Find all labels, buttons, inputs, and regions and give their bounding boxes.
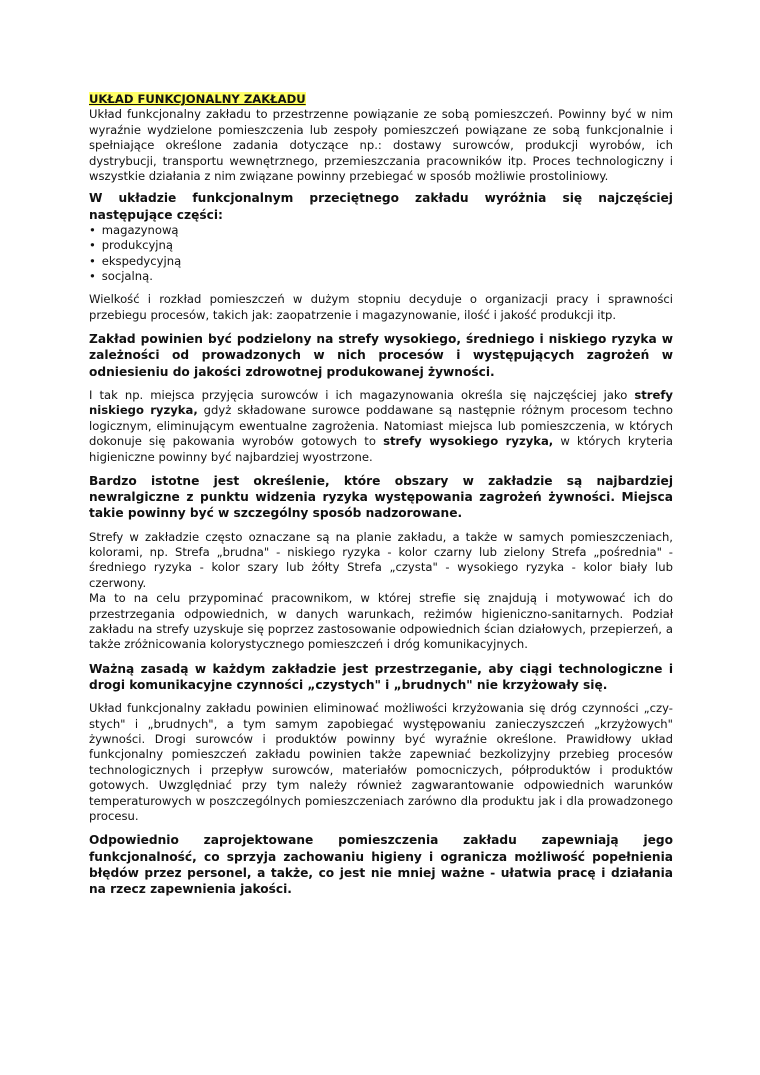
intro-paragraph: Układ funkcjonalny zakładu to przestrzenne powiązanie ze sobą pomieszczeń. Powinny być w nim wyraźnie wydzielone pomieszczenia lub zespoły pomieszczeń powiązane ze sobą funkcjonalnie i spełniające określone zadania dotyczące np.: dostawy surowców, produkcji wyrobów, ich dystrybucji, transportu wewnętrznego, przemieszczania pracowników itp. Proces technologiczny i wszystkie działania z nim związane powinny przebiegać w sposób możliwie prostoliniowy. — [89, 107, 673, 184]
crossing-rule-heading: Ważną zasadą w każdym zakładzie jest przestrzeganie, aby ciągi technologiczne i drogi komunikacyjne czynności „czystych" i „brudnych" nie krzyżowały się. — [89, 661, 673, 692]
closing-heading: Odpowiednio zaprojektowane pomieszczenia zakładu zapewniają jego funkcjonalność, co sprzyja zachowaniu higieny i ogranicza możliwość popełnienia błędów przez personel, a także, co jest nie mniej ważne - ułatwia pracę i działania na rzecz zapewnienia jakości. — [89, 833, 673, 897]
list-item: • produkcyjną — [89, 238, 173, 253]
parts-list — [89, 223, 673, 285]
bullet-icon: • — [89, 269, 96, 284]
title-line — [89, 92, 673, 107]
list-item: • magazynową — [89, 222, 179, 237]
high-risk-term: strefy wysokiego ryzyka, — [383, 434, 554, 449]
zone-colors-paragraph: Strefy w zakładzie często oznaczane są na planie zakładu, a także w samych pomieszczeniach, kolorami, np. Strefa „brudna" - niskiego ryzyka - kolor czarny lub zielony Strefa „pośrednia" - średniego ryzyka - kolor szary lub żółty Strefa „czysta" - wysokiego ryzyka - kolor biały lub czerwony. — [89, 529, 673, 590]
low-risk-term: strefy niskiego ryzyka, — [89, 387, 673, 418]
zones-paragraph: I tak np. miejsca przyjęcia surowców i ich magazynowania określa się najczęściej jako strefy niskiego ryzyka, gdyż składowane surowce poddawane są następnie różnym procesom techno logicznym, eliminującym ewentualne zagrożenia. Natomiast miejsca lub pomieszczenia, w których dokonuje się pakowania wyrobów gotowych to strefy wysokiego ryzyka, w których kryteria higieniczne powinny być najbardziej wyostrzone. — [89, 387, 673, 464]
list-item: • ekspedycyjną — [89, 253, 182, 268]
bullet-icon: • — [89, 238, 96, 253]
document-page — [89, 92, 673, 897]
document-title: UKŁAD FUNKCJONALNY ZAKŁADU — [89, 92, 306, 106]
parts-heading: W układzie funkcjonalnym przeciętnego zakładu wyróżnia się najczęściej następujące części: — [89, 191, 673, 222]
crossing-paragraph: Układ funkcjonalny zakładu powinien eliminować możliwości krzyżowania się dróg czynności „czy-stych" i „brudnych", a tym samym zapobiegać występowaniu zanieczyszczeń „krzyżowych" żywności. Drogi surowców i produktów powinny być wyraźnie określone. Prawidłowy układ funkcjonalny pomieszczeń zakładu powinien także zapewniać bezkolizyjny przebieg procesów technologicznych i przepływ surowców, materiałów pomocniczych, półproduktów i produktów gotowych. Uwzględniać przy tym należy również zagwarantowanie odpowiednich warunków temperaturowych w poszczególnych pomieszczeniach zarówno dla produktu jak i dla prowadzonego procesu. — [89, 701, 673, 824]
bullet-icon: • — [89, 253, 96, 268]
layout-paragraph: Wielkość i rozkład pomieszczeń w dużym stopniu decyduje o organizacji pracy i sprawności przebiegu procesów, takich jak: zaopatrzenie i magazynowanie, ilość i jakość produkcji itp. — [89, 292, 673, 322]
sensitive-areas-heading: Bardzo istotne jest określenie, które obszary w zakładzie są najbardziej newralgiczne z punktu widzenia ryzyka występowania zagrożeń żywności. Miejsca takie powinny być w szczególny sposób nadzorowane. — [89, 473, 673, 521]
zones-heading: Zakład powinien być podzielony na strefy wysokiego, średniego i niskiego ryzyka w zależności od prowadzonych w nich procesów i występujących zagrożeń w odniesieniu do jakości zdrowotnej produkowanej żywności. — [89, 332, 673, 379]
bullet-icon: • — [89, 222, 96, 237]
zone-purpose-paragraph: Ma to na celu przypominać pracownikom, w której strefie się znajdują i motywować ich do przestrzegania odpowiednich, w danych warunkach, reżimów higieniczno-sanitarnych. Podział zakładu na strefy uzyskuje się poprzez zastosowanie odpowiednich ścian działowych, przepierzeń, a także zróżnicowania kolorystycznego pomieszczeń i dróg komunikacyjnych. — [89, 591, 673, 652]
list-item: • socjalną. — [89, 269, 153, 284]
